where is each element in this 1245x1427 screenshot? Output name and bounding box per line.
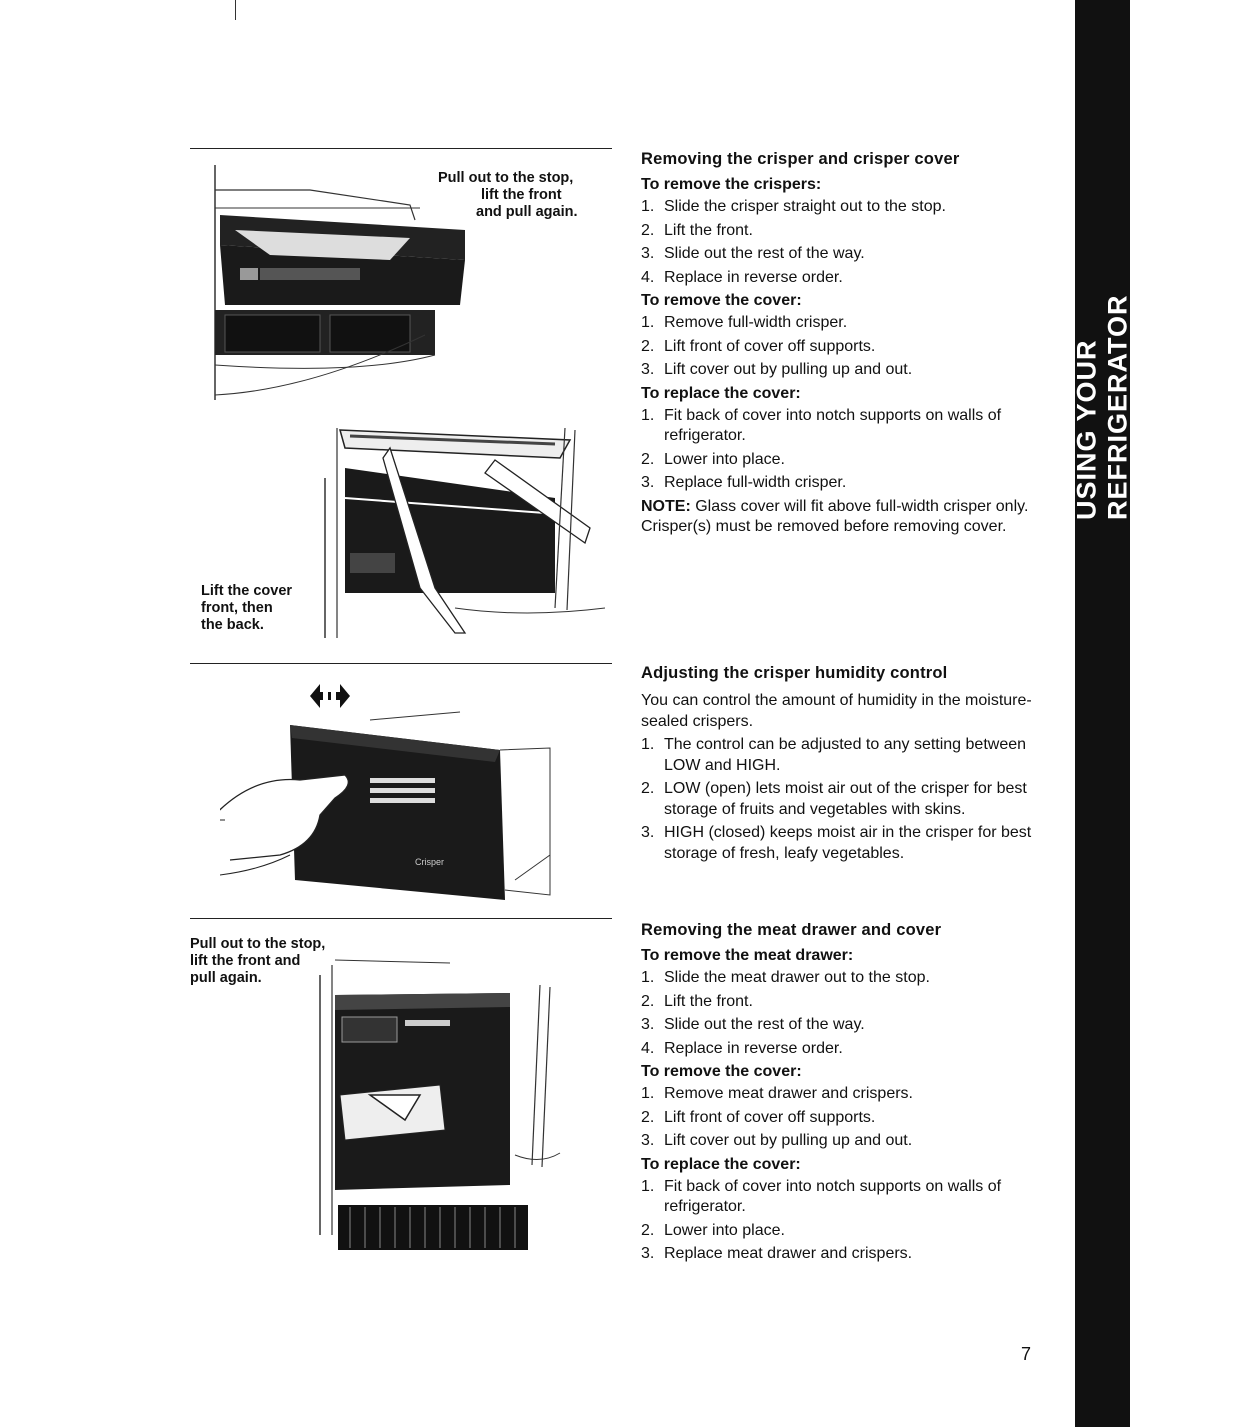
fig2-caption-line: front, then — [201, 600, 273, 616]
step-list — [641, 313, 1041, 381]
fig1-caption-line: lift the front — [481, 187, 562, 203]
meat-drawer-illustration — [310, 955, 570, 1255]
step-list — [641, 406, 1041, 494]
list-item: 2. Lift the front. — [641, 992, 753, 1010]
note-text: Glass cover will fit above full-width crisper only. Crisper(s) must be removed before removing cover. — [641, 497, 1029, 535]
list-item: 1. Remove meat drawer and crispers. — [641, 1085, 913, 1102]
section-rule-2 — [190, 663, 612, 664]
subsection-title: To remove the meat drawer: — [641, 947, 854, 964]
cover-lift-illustration — [305, 418, 605, 638]
list-item: 3. Lift cover out by pulling up and out. — [641, 1132, 913, 1149]
page-number: 7 — [1021, 1344, 1032, 1364]
list-item: 4. Replace in reverse order. — [641, 1039, 843, 1057]
list-item: 3. HIGH (closed) keeps moist air in the crisper for best storage of fresh, leafy vegetables. — [641, 824, 1032, 862]
fig1-caption-line: Pull out to the stop, — [438, 170, 574, 186]
subsection-title: To remove the cover: — [641, 292, 802, 309]
subsection-title: To replace the cover: — [641, 1155, 801, 1173]
fig1-caption — [438, 170, 578, 221]
list-item: 3. Replace full-width crisper. — [641, 474, 847, 491]
intro-paragraph: You can control the amount of humidity in the moisture-sealed crispers. — [641, 692, 1032, 730]
list-item: 2. Lower into place. — [641, 1221, 785, 1239]
list-item: 1. The control can be adjusted to any setting between LOW and HIGH. — [641, 736, 1027, 774]
note — [641, 497, 1041, 538]
list-item: 1. Fit back of cover into notch supports on walls of refrigerator. — [641, 406, 1002, 444]
crisper-pullout-illustration — [210, 160, 465, 405]
section-rule-1 — [190, 148, 612, 149]
fig2-caption-line: Lift the cover — [201, 583, 293, 599]
fig4-caption-line: Pull out to the stop, — [190, 936, 326, 952]
subsection-title: To replace the cover: — [641, 384, 801, 402]
list-item: 2. Lift front of cover off supports. — [641, 1108, 876, 1126]
humidity-control-illustration — [220, 680, 560, 910]
subsection-title: To remove the cover: — [641, 1063, 802, 1080]
fig4-caption-line: pull again. — [190, 970, 262, 986]
list-item: 3. Lift cover out by pulling up and out. — [641, 361, 913, 378]
list-item: 1. Fit back of cover into notch supports on walls of refrigerator. — [641, 1177, 1002, 1215]
list-item: 3. Replace meat drawer and crispers. — [641, 1245, 913, 1262]
section-title: Adjusting the crisper humidity control — [641, 664, 948, 682]
section-title: Removing the crisper and crisper cover — [641, 150, 960, 168]
step-list — [641, 735, 1041, 864]
fig2-caption — [201, 583, 292, 634]
step-list — [641, 1177, 1041, 1265]
side-tab-label: USING YOUR REFRIGERATOR — [1071, 294, 1133, 520]
fig1-caption-line: and pull again. — [476, 204, 578, 220]
subsection-title: To remove the crispers: — [641, 176, 822, 193]
list-item: 2. LOW (open) lets moist air out of the crisper for best storage of fruits and vegetables with skins. — [641, 780, 1027, 818]
section-meat-drawer — [641, 921, 1041, 1268]
step-list — [641, 968, 1041, 1059]
section-crisper-removal — [641, 150, 1041, 538]
list-item: 1. Slide the meat drawer out to the stop. — [641, 969, 930, 986]
section-title: Removing the meat drawer and cover — [641, 921, 942, 939]
list-item: 2. Lift the front. — [641, 221, 753, 239]
list-item: 1. Slide the crisper straight out to the stop. — [641, 198, 946, 215]
page-tick-mark — [235, 0, 236, 20]
list-item: 2. Lower into place. — [641, 450, 785, 468]
note-label: NOTE: — [641, 497, 691, 515]
fig4-caption — [190, 936, 325, 987]
crisper-logo-text: Crisper — [415, 857, 445, 867]
section-humidity-control — [641, 664, 1041, 867]
list-item: 2. Lift front of cover off supports. — [641, 337, 876, 355]
double-arrow-icon — [310, 684, 350, 708]
fig2-caption-line: the back. — [201, 617, 264, 633]
fig4-caption-line: lift the front and — [190, 953, 301, 969]
list-item: 1. Remove full-width crisper. — [641, 314, 848, 331]
list-item: 3. Slide out the rest of the way. — [641, 1016, 865, 1033]
list-item: 4. Replace in reverse order. — [641, 268, 843, 286]
section-rule-3 — [190, 918, 612, 919]
list-item: 3. Slide out the rest of the way. — [641, 245, 865, 262]
step-list — [641, 197, 1041, 288]
step-list — [641, 1084, 1041, 1152]
